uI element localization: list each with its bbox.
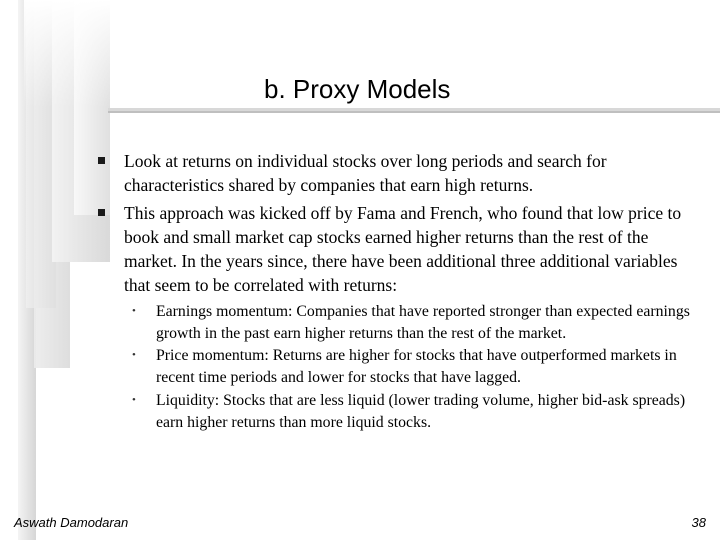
slide-title: b. Proxy Models (264, 74, 451, 104)
square-bullet-icon (98, 209, 105, 216)
bullet-list (98, 149, 698, 434)
sub-bullet-text: Price momentum: Returns are higher for stocks that have outperformed markets in recent time periods and lower for stocks that have lagged. (156, 347, 677, 387)
dot-bullet-icon: • (132, 349, 136, 362)
bullet-item (98, 149, 698, 197)
sub-bullet-item (130, 390, 698, 433)
sub-bullet-item (130, 301, 698, 344)
footer-author: Aswath Damodaran (14, 515, 129, 530)
page-number: 38 (691, 515, 706, 530)
title-divider (108, 108, 720, 111)
bullet-text: This approach was kicked off by Fama and French, who found that low price to book and small market cap stocks earned higher returns than the rest of the market. In the years since, there have been additional three additional variables that seem to be correlated with returns: (124, 203, 682, 295)
sub-bullet-text: Earnings momentum: Companies that have reported stronger than expected earnings growth in the past earn higher returns than the rest of the market. (156, 303, 690, 342)
square-bullet-icon (98, 157, 105, 164)
dot-bullet-icon: • (132, 393, 136, 406)
bullet-item (98, 201, 698, 297)
dot-bullet-icon: • (132, 305, 136, 317)
bullet-text: Look at returns on individual stocks over long periods and search for characteristics shared by companies that earn high returns. (124, 151, 607, 195)
decorative-fade (24, 0, 110, 108)
sub-bullet-text: Liquidity: Stocks that are less liquid (lower trading volume, higher bid-ask spreads) earn higher returns than more liquid stocks. (156, 391, 686, 431)
sub-bullet-list (130, 301, 698, 433)
sub-bullet-item (130, 345, 698, 388)
